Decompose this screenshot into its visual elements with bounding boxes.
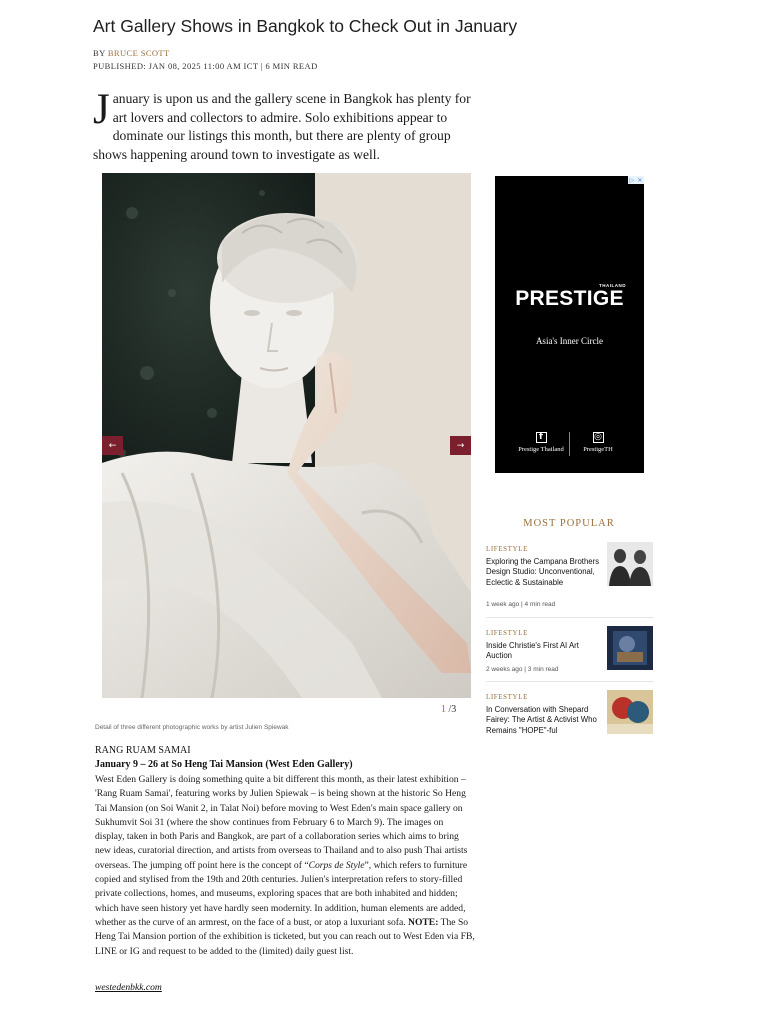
gallery-image — [102, 173, 471, 698]
ad-tagline: Asia's Inner Circle — [535, 336, 604, 346]
popular-category[interactable]: LIFESTYLE — [486, 629, 528, 637]
ad-facebook-link[interactable] — [513, 432, 569, 456]
popular-item[interactable] — [486, 693, 654, 757]
section-body — [95, 773, 475, 959]
article-title: Art Gallery Shows in Bangkok to Check Out in January — [93, 16, 518, 36]
chevron-right-icon: → — [456, 440, 465, 451]
note-label: NOTE: — [408, 916, 439, 928]
note-text: The So Heng Tai Mansion portion of the exhibition is ticketed, but you can reach out to West Eden via FB, LINE or IG and request to be added to the (limited) daily guest list. — [95, 916, 475, 957]
most-popular-title: MOST POPULAR — [523, 518, 615, 529]
popular-category[interactable]: LIFESTYLE — [486, 693, 528, 701]
popular-meta: 2 weeks ago | 3 min read — [486, 666, 559, 673]
popular-separator — [486, 681, 654, 682]
ad-small-label: THAILAND — [599, 283, 626, 288]
body-text-part: West Eden Gallery is doing something quite a bit different this month, as their latest exhibition – 'Rang Ruam Samai', featuring works by Julien Spiewak – is being shown at the historic So Heng Tai Mansion (on Soi Wanit 2, in Talat Noi) before moving to West Eden's main space gallery on Sukhumvit Soi 31 (where the show continues from February 6 to March 9). The images on display, taken in both Paris and Bangkok, are part of a collaboration series which aims to bring new ideas, curatorial direction, and artists from overseas to Thailand and to also push Thai artists overseas. The jumping off point here is the concept of “ — [95, 774, 468, 871]
ad-instagram-link[interactable] — [570, 432, 626, 456]
lede-text: anuary is upon us and the gallery scene in Bangkok has plenty for art lovers and collectors to admire. Solo exhibitions appear to dominate our listings this month, but there are plenty of group shows happening around town to investigate as well. — [93, 91, 471, 162]
gallery-counter — [441, 704, 456, 715]
ad-choices-badge[interactable] — [628, 176, 644, 184]
ad-social-links — [495, 432, 644, 456]
popular-thumbnail[interactable] — [607, 690, 653, 734]
gallery-slideshow[interactable] — [102, 173, 471, 698]
chevron-left-icon: ← — [108, 440, 117, 451]
prestige-advertisement[interactable] — [495, 176, 644, 473]
author-link[interactable]: BRUCE SCOTT — [107, 48, 170, 58]
popular-thumbnail[interactable] — [607, 626, 653, 670]
popular-separator — [486, 617, 654, 618]
drop-cap: J — [93, 86, 110, 133]
gallery-prev-button[interactable] — [102, 436, 123, 455]
article-lede — [93, 86, 475, 164]
section-dates: January 9 – 26 at So Heng Tai Mansion (West Eden Gallery) — [95, 759, 353, 770]
section-title: RANG RUAM SAMAI — [95, 745, 191, 756]
popular-headline[interactable]: Inside Christie's First AI Art Auction — [486, 641, 579, 661]
by-label: BY — [93, 48, 106, 58]
published-info: PUBLISHED: JAN 08, 2025 11:00 AM ICT | 6 MIN READ — [93, 61, 318, 71]
popular-item[interactable] — [486, 545, 654, 609]
ad-info-icon: ▷ — [629, 176, 635, 184]
popular-category[interactable]: LIFESTYLE — [486, 545, 528, 553]
gallery-total: /3 — [448, 704, 457, 715]
ad-brand-logo: PRESTIGE — [515, 287, 624, 310]
close-icon[interactable]: ✕ — [637, 176, 643, 184]
body-italic-term: Corps de Style — [308, 859, 365, 871]
popular-thumbnail[interactable] — [607, 542, 653, 586]
popular-headline[interactable]: Exploring the Campana Brothers Design Studio: Unconventional, Eclectic & Sustainable — [486, 557, 600, 587]
body-text-part: ”, which refers to furniture copied and stylised from the 19th and 20th centuries. Julien's interpretation refers to story-filled private collections, homes, and museums, exploring spaces that are both inhabited and hidden; which have seen history yet have hardly seen modernity. In addition, human elements are added, whether as the curve of an armrest, on the face of a bust, or atop a luxuriant sofa. — [95, 859, 468, 928]
instagram-icon: ◎ — [594, 432, 602, 442]
ad-instagram-label: PrestigeTH — [583, 446, 613, 453]
popular-headline[interactable]: In Conversation with Shepard Fairey: The Artist & Activist Who Remains "HOPE"-ful — [486, 705, 597, 735]
gallery-website-link[interactable]: westedenbkk.com — [95, 982, 162, 993]
gallery-caption: Detail of three different photographic works by artist Julien Spiewak — [95, 724, 289, 731]
popular-meta: 1 week ago | 4 min read — [486, 601, 556, 608]
byline — [93, 48, 170, 58]
facebook-icon: f — [536, 432, 547, 443]
ad-facebook-label: Prestige Thailand — [518, 446, 564, 453]
popular-item[interactable] — [486, 629, 654, 693]
gallery-current: 1 — [441, 704, 446, 715]
gallery-next-button[interactable] — [450, 436, 471, 455]
